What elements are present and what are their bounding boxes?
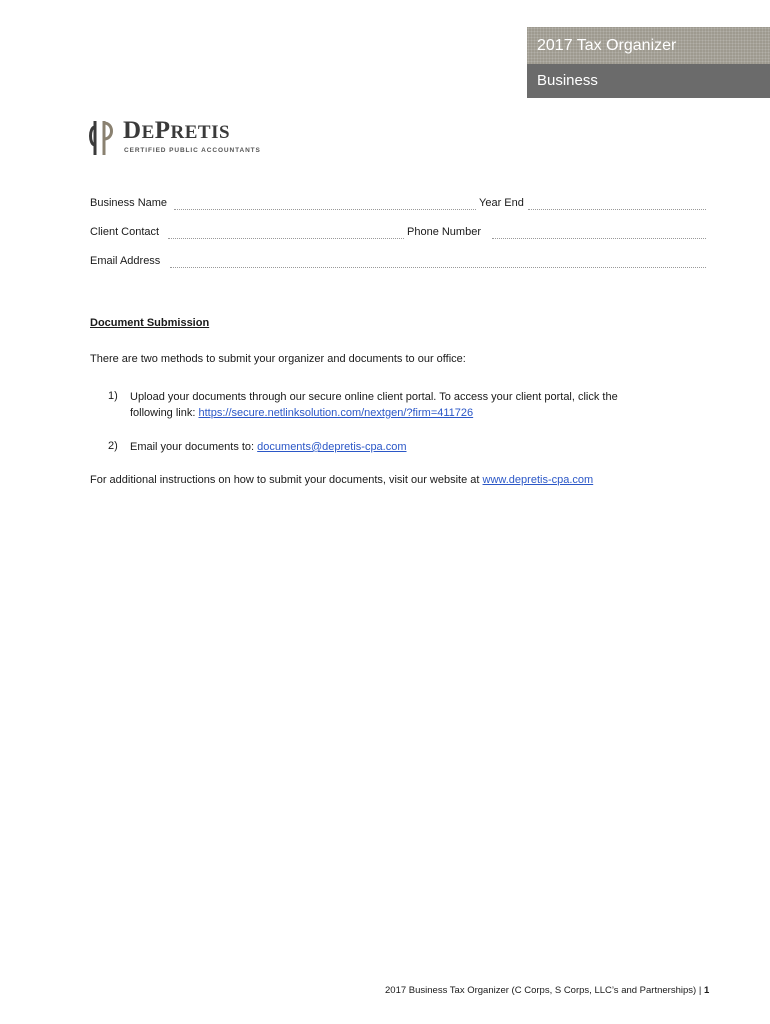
- logo-letter-p: P: [154, 117, 171, 144]
- business-name-label: Business Name: [90, 197, 168, 209]
- page-number: 1: [703, 985, 710, 996]
- client-contact-label: Client Contact: [90, 226, 160, 238]
- logo-letter-d: D: [123, 117, 142, 144]
- header-subtitle-text: Business: [537, 72, 598, 89]
- logo-letters-retis: RETIS: [170, 122, 231, 143]
- header-title: [527, 27, 770, 64]
- method-1-number: 1): [108, 390, 118, 402]
- additional-instructions-text: For additional instructions on how to submit your documents, visit our website at: [90, 474, 483, 486]
- document-submission-heading: Document Submission: [90, 317, 210, 329]
- header-title-text: 2017 Tax Organizer: [537, 37, 677, 54]
- footer-text: 2017 Business Tax Organizer (C Corps, S Corps, LLC’s and Partnerships) |: [385, 985, 704, 996]
- business-name-field[interactable]: [174, 197, 476, 210]
- additional-instructions: [90, 474, 593, 486]
- logo-mark-icon: [88, 117, 120, 159]
- company-logo: [88, 117, 268, 159]
- website-link[interactable]: www.depretis-cpa.com: [482, 474, 594, 486]
- year-end-field[interactable]: [528, 197, 706, 210]
- phone-number-label: Phone Number: [407, 226, 481, 238]
- submission-intro: There are two methods to submit your organizer and documents to our office:: [90, 353, 466, 365]
- email-address-field[interactable]: [170, 255, 706, 268]
- email-address-label: Email Address: [90, 255, 161, 267]
- year-end-label: Year End: [479, 197, 524, 209]
- client-portal-link[interactable]: https://secure.netlinksolution.com/nextgen/?firm=411726: [198, 407, 474, 419]
- method-1-text-line1: Upload your documents through our secure online client portal. To access your client portal, click the: [130, 391, 618, 403]
- header-subtitle: [527, 64, 770, 98]
- client-contact-field[interactable]: [168, 226, 404, 239]
- logo-name: [123, 117, 230, 145]
- method-1-text: [130, 389, 618, 421]
- method-1-text-line2: following link:: [130, 407, 199, 419]
- email-documents-link[interactable]: documents@depretis-cpa.com: [257, 441, 407, 453]
- method-2-text-label: Email your documents to:: [130, 441, 258, 453]
- method-2-text: [130, 439, 407, 455]
- page-footer: [385, 985, 709, 996]
- method-2-number: 2): [108, 440, 118, 452]
- phone-number-field[interactable]: [492, 226, 706, 239]
- logo-tagline: CERTIFIED PUBLIC ACCOUNTANTS: [124, 147, 261, 154]
- logo-letter-e: E: [141, 122, 155, 143]
